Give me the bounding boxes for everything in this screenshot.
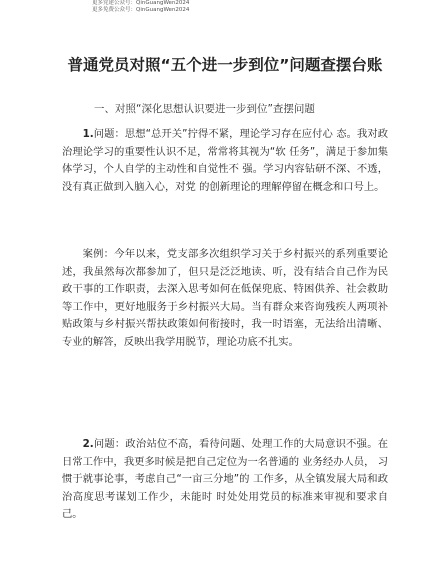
paragraph-number: 1. [82,128,94,140]
header-note [92,0,189,14]
paragraph-case [62,246,388,351]
paragraph-number: 2. [82,438,94,450]
paragraph-problem-2 [62,436,388,524]
paragraph-text: 问题：思想“总开关”拧得不紧，理论学习存在应付心 态。我对政治理论学习的重要性认识不足，常常将其视为“软 任务”，满足于参加集体学习，个人自学的主动性和自觉性不 强。学习内容钻研不深、不透，没有真正做到入脑入心，对党 的创新理论的理解停留在概念和口号上。 [62,128,388,193]
paragraph-text: 问题：政治站位不高，看待问题、处理工作的大局意识不强。在日常工作中，我更多时候是把自己定位为一名普通的 业务经办人员， 习惯于就事论事，考虑自己“一亩三分地”的 工作多，从全镇发展大局和政治高度思考谋划工作少，未能时 时处处用党员的标准来审视和要求自己。 [62,438,388,520]
document-title: 普通党员对照“五个进一步到位”问题查摆台账 [67,56,383,74]
section-heading: 一、对照“深化思想认识要进一步到位”查摆问题 [94,103,315,115]
header-note-line-2: 更多免费公众号：QinGuangWen2024 [92,7,190,13]
header-note-line-1: 更多党建公众号：QinGuangWen2024 [92,0,190,6]
paragraph-problem-1 [62,126,388,196]
paragraph-text: 案例：今年以来，党支部多次组织学习关于乡村振兴的系列重要论述，我虽然每次都参加了，但只是泛泛地读、听，没有结合自己作为民政干事的工作职责，去深入思考如何在低保兜底、特困供养、社会救助等工作中，更好地服务于乡村振兴大局。当有群众来咨询残疾人两项补贴政策与乡村振兴帮扶政策如何衔接时，我一时语塞，无法给出清晰、专业的解答，反映出我学用脱节，理论功底不扎实。 [62,248,388,348]
